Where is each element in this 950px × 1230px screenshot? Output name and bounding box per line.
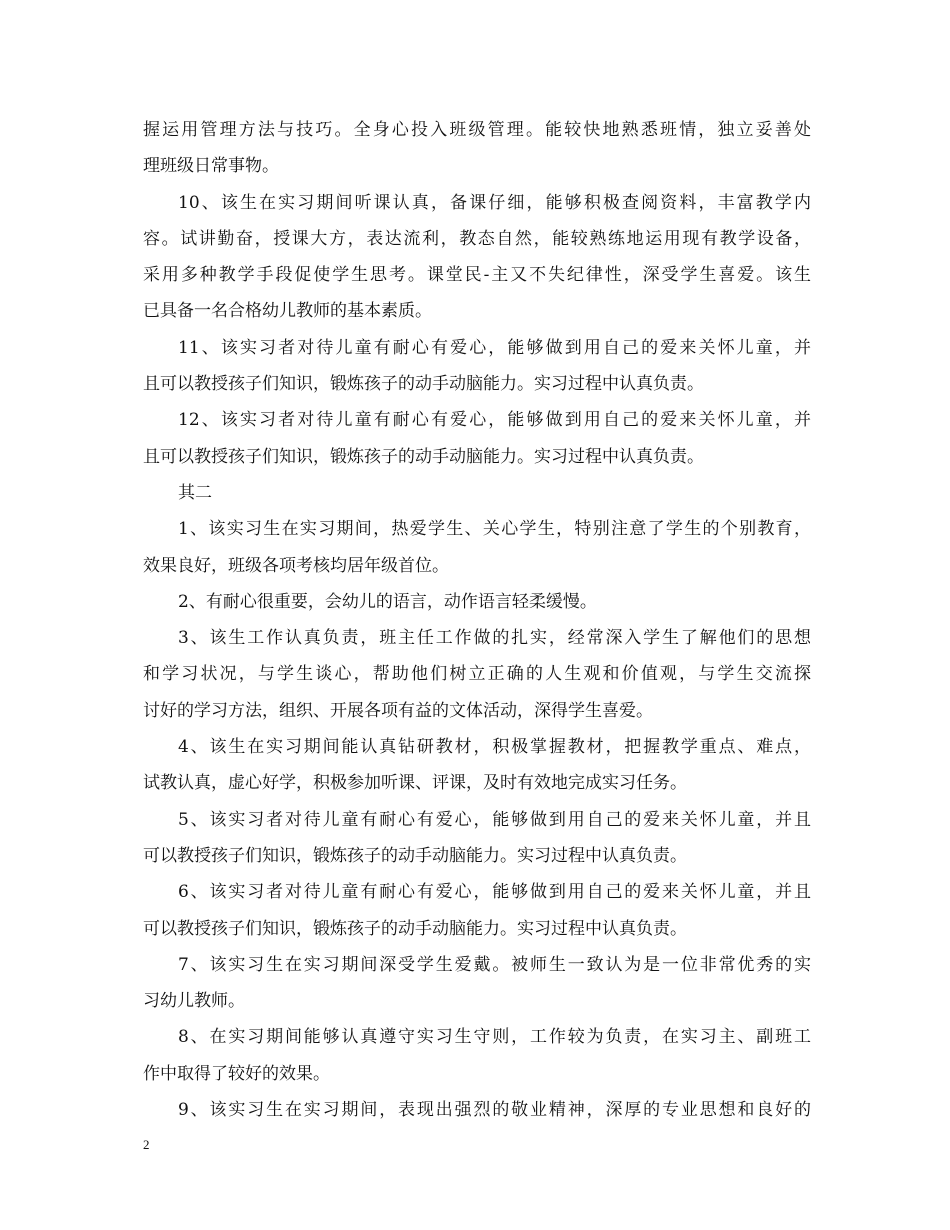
text-line: 4、该生在实习期间能认真钻研教材，积极掌握教材，把握教学重点、难点， [178, 737, 811, 758]
text-line: 2、有耐心很重要，会幼儿的语言，动作语言轻柔缓慢。 [178, 591, 597, 612]
text-line: 且可以教授孩子们知识，锻炼孩子的动手动脑能力。实习过程中认真负责。 [143, 446, 704, 467]
text-line: 其二 [178, 482, 212, 503]
text-line: 容。试讲勤奋，授课大方，表达流利，教态自然，能较熟练地运用现有教学设备， [143, 228, 811, 249]
text-line: 7、该实习生在实习期间深受学生爱戴。被师生一致认为是一位非常优秀的实 [178, 954, 811, 975]
page-number: 2 [143, 1137, 150, 1152]
text-line: 试教认真，虚心好学，积极参加听课、评课，及时有效地完成实习任务。 [143, 773, 687, 794]
document-body [143, 112, 811, 1128]
text-line: 5、该实习者对待儿童有耐心有爱心，能够做到用自己的爱来关怀儿童，并且 [178, 809, 811, 830]
text-line: 8、在实习期间能够认真遵守实习生守则，工作较为负责，在实习主、副班工 [178, 1027, 811, 1048]
text-line: 效果良好，班级各项考核均居年级首位。 [143, 555, 449, 576]
text-line: 理班级日常事物。 [143, 156, 279, 177]
text-line: 1、该实习生在实习期间，热爱学生、关心学生，特别注意了学生的个别教育， [178, 519, 811, 540]
text-line: 12、该实习者对待儿童有耐心有爱心，能够做到用自己的爱来关怀儿童，并 [178, 410, 811, 431]
text-line: 9、该实习生在实习期间，表现出强烈的敬业精神，深厚的专业思想和良好的 [178, 1100, 811, 1121]
text-line: 习幼儿教师。 [143, 991, 245, 1012]
text-line: 3、该生工作认真负责，班主任工作做的扎实，经常深入学生了解他们的思想 [178, 628, 811, 649]
text-line: 已具备一名合格幼儿教师的基本素质。 [143, 301, 432, 322]
text-line: 11、该实习者对待儿童有耐心有爱心，能够做到用自己的爱来关怀儿童，并 [178, 337, 811, 358]
text-line: 可以教授孩子们知识，锻炼孩子的动手动脑能力。实习过程中认真负责。 [143, 845, 687, 866]
text-line: 采用多种教学手段促使学生思考。课堂民-主又不失纪律性，深受学生喜爱。该生 [143, 265, 811, 286]
text-line: 10、该生在实习期间听课认真，备课仔细，能够积极查阅资料，丰富教学内 [178, 192, 811, 213]
text-line: 且可以教授孩子们知识，锻炼孩子的动手动脑能力。实习过程中认真负责。 [143, 374, 704, 395]
text-line: 握运用管理方法与技巧。全身心投入班级管理。能较快地熟悉班情，独立妥善处 [143, 120, 811, 140]
text-line: 6、该实习者对待儿童有耐心有爱心，能够做到用自己的爱来关怀儿童，并且 [178, 882, 811, 903]
text-line: 讨好的学习方法，组织、开展各项有益的文体活动，深得学生喜爱。 [143, 700, 653, 721]
text-line: 作中取得了较好的效果。 [143, 1063, 330, 1084]
text-line: 和学习状况，与学生谈心，帮助他们树立正确的人生观和价值观，与学生交流探 [143, 664, 811, 685]
text-line: 可以教授孩子们知识，锻炼孩子的动手动脑能力。实习过程中认真负责。 [143, 918, 687, 939]
